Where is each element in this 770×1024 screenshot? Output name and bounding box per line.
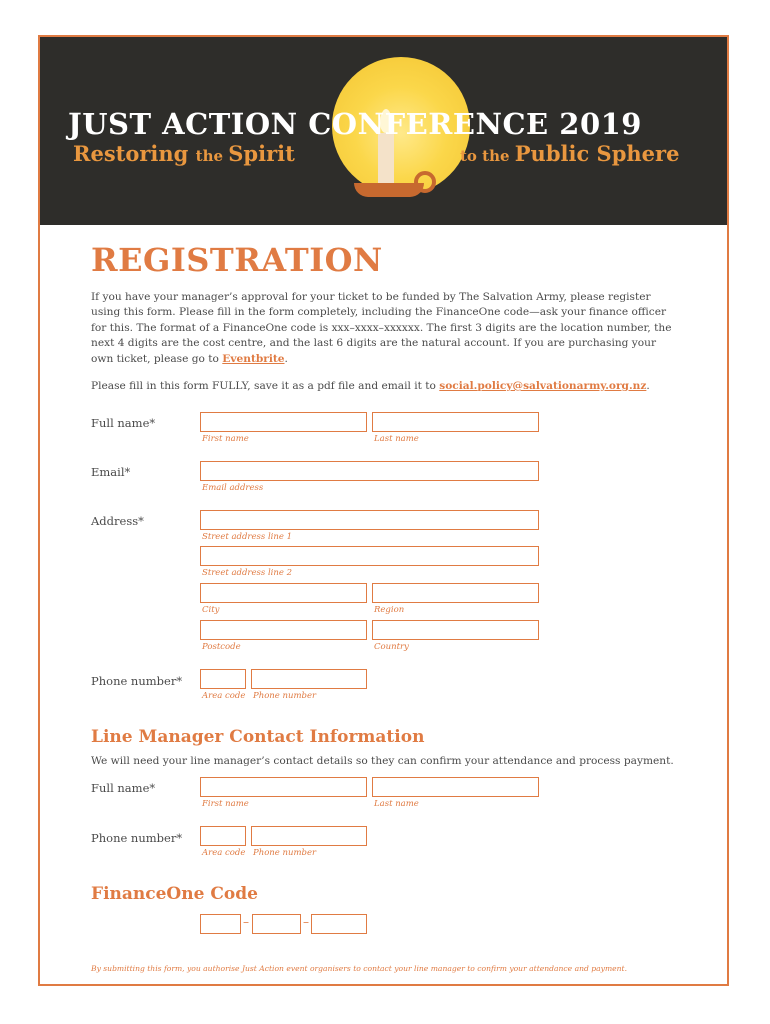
first-name-input[interactable] bbox=[200, 412, 367, 432]
line-manager-heading: Line Manager Contact Information bbox=[91, 727, 425, 747]
banner-subtitle-right: to the Public Sphere bbox=[460, 141, 680, 166]
banner-title: JUST ACTION CONFERENCE 2019 bbox=[68, 107, 642, 141]
form-page bbox=[38, 35, 729, 986]
candle-handle-icon bbox=[414, 171, 436, 193]
financeone-natural-account-input[interactable] bbox=[311, 914, 367, 934]
instruction-paragraph: Please fill in this form FULLY, save it as a pdf file and email it to social.policy@salvationarmy.org.nz. bbox=[91, 380, 650, 392]
financeone-separator: – bbox=[303, 915, 309, 929]
manager-last-name-input[interactable] bbox=[372, 777, 539, 797]
banner-subtitle-left: Restoring the Spirit bbox=[73, 141, 295, 166]
financeone-heading: FinanceOne Code bbox=[91, 884, 258, 904]
area-code-input[interactable] bbox=[200, 669, 246, 689]
manager-phone-number-hint: Phone number bbox=[253, 848, 317, 858]
address-label: Address* bbox=[91, 514, 144, 528]
street-line-2-hint: Street address line 2 bbox=[202, 568, 293, 578]
financeone-separator: – bbox=[243, 915, 249, 929]
last-name-hint: Last name bbox=[374, 434, 419, 444]
manager-area-code-input[interactable] bbox=[200, 826, 246, 846]
city-input[interactable] bbox=[200, 583, 367, 603]
manager-first-name-input[interactable] bbox=[200, 777, 367, 797]
page-title: REGISTRATION bbox=[91, 241, 383, 279]
phone-number-input[interactable] bbox=[251, 669, 367, 689]
email-hint: Email address bbox=[202, 483, 264, 493]
manager-first-name-hint: First name bbox=[202, 799, 249, 809]
postcode-input[interactable] bbox=[200, 620, 367, 640]
financeone-cost-centre-input[interactable] bbox=[252, 914, 301, 934]
manager-phone-number-input[interactable] bbox=[251, 826, 367, 846]
area-code-hint: Area code bbox=[202, 691, 246, 701]
eventbrite-link[interactable]: Eventbrite bbox=[222, 352, 285, 365]
email-input[interactable] bbox=[200, 461, 539, 481]
manager-phone-label: Phone number* bbox=[91, 831, 183, 845]
phone-label: Phone number* bbox=[91, 674, 183, 688]
authorisation-note: By submitting this form, you authorise Just Action event organisers to contact your line manager to confirm your attendance and payment. bbox=[91, 964, 627, 973]
conference-banner bbox=[40, 37, 727, 225]
country-hint: Country bbox=[374, 642, 409, 652]
region-input[interactable] bbox=[372, 583, 539, 603]
street-line-2-input[interactable] bbox=[200, 546, 539, 566]
manager-last-name-hint: Last name bbox=[374, 799, 419, 809]
email-label: Email* bbox=[91, 465, 131, 479]
street-line-1-input[interactable] bbox=[200, 510, 539, 530]
manager-full-name-label: Full name* bbox=[91, 781, 156, 795]
full-name-label: Full name* bbox=[91, 416, 156, 430]
street-line-1-hint: Street address line 1 bbox=[202, 532, 293, 542]
city-hint: City bbox=[202, 605, 220, 615]
postcode-hint: Postcode bbox=[202, 642, 241, 652]
region-hint: Region bbox=[374, 605, 405, 615]
manager-area-code-hint: Area code bbox=[202, 848, 246, 858]
country-input[interactable] bbox=[372, 620, 539, 640]
financeone-location-input[interactable] bbox=[200, 914, 241, 934]
first-name-hint: First name bbox=[202, 434, 249, 444]
email-link[interactable]: social.policy@salvationarmy.org.nz bbox=[439, 380, 647, 392]
line-manager-paragraph: We will need your line manager’s contact details so they can confirm your attendance and process payment. bbox=[91, 755, 674, 767]
last-name-input[interactable] bbox=[372, 412, 539, 432]
phone-number-hint: Phone number bbox=[253, 691, 317, 701]
intro-paragraph: If you have your manager’s approval for your ticket to be funded by The Salvation Army, please register using this form. Please fill in the form completely, including the FinanceOne code—ask your finance officer for this. The format of a FinanceOne code is xxx–xxxx–xxxxxx. The first 3 digits are the location number, the next 4 digits are the cost centre, and the last 6 digits are the natural account. If you are purchasing your own ticket, please go to Eventbrite. bbox=[91, 291, 672, 365]
